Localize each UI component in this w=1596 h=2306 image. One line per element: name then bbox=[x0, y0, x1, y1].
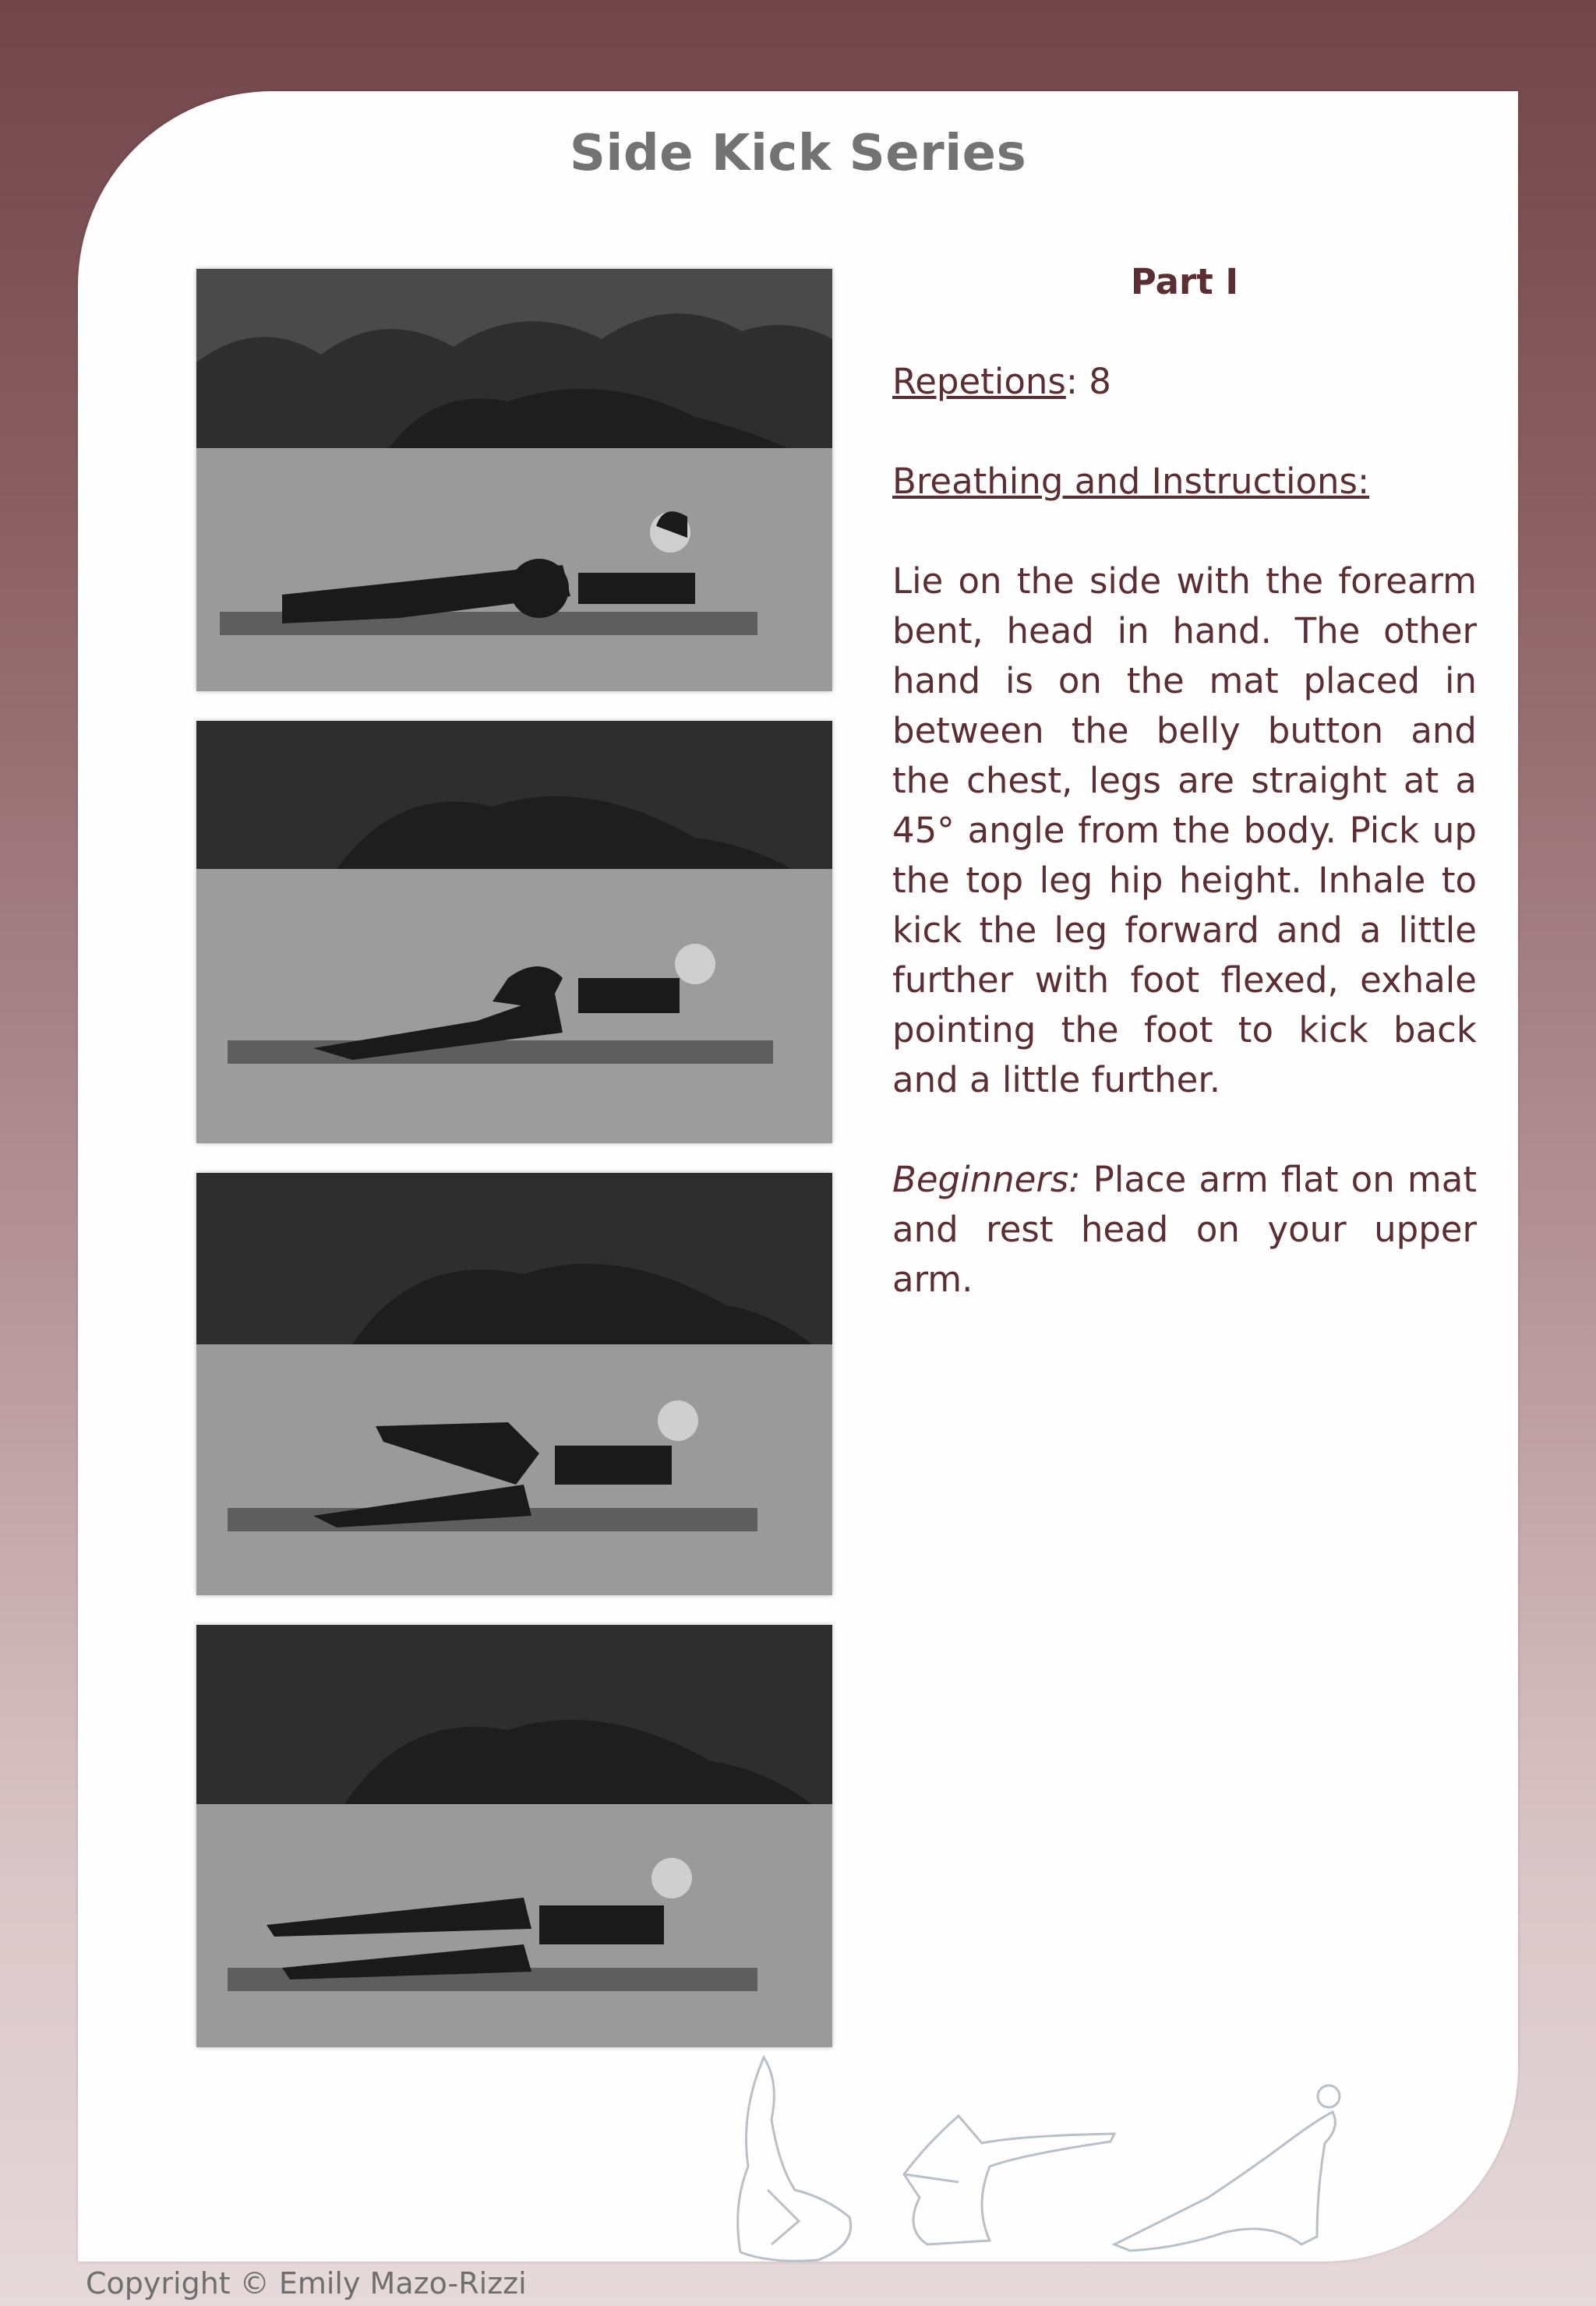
beginners-paragraph bbox=[892, 1155, 1477, 1305]
repetitions-label: Repetions bbox=[892, 361, 1066, 402]
repetitions-line bbox=[892, 357, 1477, 407]
breathing-heading: Breathing and Instructions: bbox=[892, 461, 1370, 502]
part-heading: Part I bbox=[1130, 261, 1239, 302]
exercise-description bbox=[892, 257, 1477, 1354]
copyright-footer: Copyright © Emily Mazo-Rizzi bbox=[86, 2266, 527, 2301]
photo-kick-back bbox=[196, 1625, 832, 2047]
photo-kick-forward bbox=[196, 721, 832, 1143]
photo-side-lying-start bbox=[196, 269, 832, 691]
page-title: Side Kick Series bbox=[569, 125, 1027, 182]
photo-leg-lift bbox=[196, 1173, 832, 1595]
beginners-label: Beginners: bbox=[892, 1159, 1081, 1200]
repetitions-value: : 8 bbox=[1065, 361, 1111, 402]
instructions-paragraph: Lie on the side with the forearm bent, head in hand. The other hand is on the mat placed in between the belly button and the chest, legs are straight at a 45° angle from the body. Pick up the top leg hip height. Inhale to kick the leg forward and a little further with foot flexed, exhale pointing the foot to kick back and a little further. bbox=[892, 560, 1477, 1100]
beginners-text: Place arm flat on mat and rest head on your upper arm. bbox=[892, 1159, 1477, 1300]
pilates-sketches-decoration bbox=[725, 2050, 1348, 2268]
